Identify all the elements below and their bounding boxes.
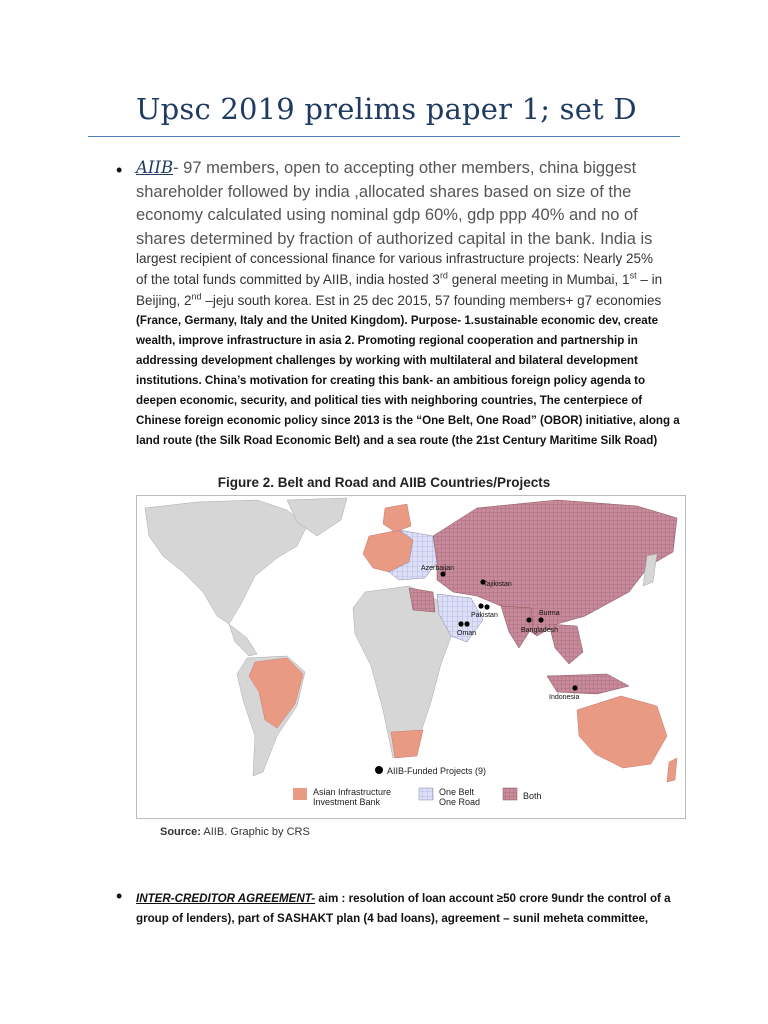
aiib-heading: AIIB [136,158,174,177]
label-pakistan: Pakistan [471,612,498,619]
label-tajikistan: Tajikistan [483,581,512,588]
north-america-land [145,500,307,624]
project-dot-azerbaijan [440,571,445,576]
page-title: Upsc 2019 prelims paper 1; set D [136,92,637,126]
project-dot-indonesia [572,685,577,690]
label-azerbaijan: Azerbaijan [421,565,455,572]
project-dot-burma [538,617,543,622]
project-dot-bangladesh [526,617,531,622]
legend-obor-swatch [419,788,433,800]
project-dot-oman-1 [458,621,463,626]
legend-obor-label-2: One Road [439,797,481,807]
aiib-details-text-4: –jeju south korea. Est in 25 dec 2015, 57 founding members+ g7 economies [201,293,662,308]
label-indonesia: Indonesia [549,694,580,701]
label-bangladesh: Bangladesh [521,627,558,634]
aiib-details-text-1: largest recipient of concessional finance for various infrastructure projects: Nearly 25% of the total funds committed by AIIB, india hosted 3 [136,251,653,287]
legend-obor-label-1: One Belt [439,787,475,797]
label-burma: Burma [539,610,560,617]
aiib-details-paragraph [136,248,666,311]
sup-rd: rd [439,270,448,281]
south-africa-aiib [391,730,423,758]
australia-both [577,696,667,768]
scandinavia-aiib [383,504,411,532]
aiib-details-text-2: general meeting in Mumbai, 1 [447,272,630,287]
source-text: AIIB. Graphic by CRS [200,826,310,838]
central-america-land [229,624,257,656]
legend-funded-label: AIIB-Funded Projects (9) [387,766,487,776]
sup-st: st [629,270,637,281]
sup-nd: nd [191,291,202,302]
aiib-details-text-3: – in Beijing, 2 [136,272,663,308]
bullet-aiib: • [116,160,123,180]
legend-funded-dot [375,766,383,774]
legend-aiib-label-2: Investment Bank [313,797,381,807]
egypt-both [409,588,435,612]
inter-creditor-text: aim : resolution of loan account ≥50 crore 9undr the control of a group of lenders), part of SASHAKT plan (4 bad loans), agreement – sunil meheta committee, [136,892,671,925]
figure-title: Figure 2. Belt and Road and AIIB Countries/Projects [217,475,551,490]
legend-aiib-label-1: Asian Infrastructure [313,787,392,797]
indonesia-both [547,674,629,694]
project-dot-pakistan-1 [478,603,483,608]
bullet-inter-creditor: • [116,886,123,906]
aiib-text-large: - 97 members, open to accepting other members, china biggest shareholder followed by india ,allocated shares based on size of the economy calculated using nominal gdp 60%, gdp ppp 40% and no of shares determined by fraction of authorized capital in the bank. India is [136,159,653,248]
figure-source [160,826,310,838]
source-label: Source: [160,826,201,838]
legend-both-swatch [503,788,517,800]
inter-creditor-paragraph [136,889,681,929]
title-underline [88,136,680,137]
project-dot-oman-2 [464,621,469,626]
world-map [137,496,685,818]
project-dot-pakistan-2 [484,604,489,609]
new-zealand-aiib [667,758,677,782]
aiib-purpose-paragraph: (France, Germany, Italy and the United Kingdom). Purpose- 1.sustainable economic dev, create wealth, improve infrastructure in asia 2. Promoting regional cooperation and partnership in addressing development challenges by working with multilateral and bilateral development institutions. China’s motivation for creating this bank- an ambitious foreign policy agenda to deepen economic, security, and political ties with neighboring countries, The centerpiece of Chinese foreign economic policy since 2013 is the “One Belt, One Road” (OBOR) initiative, along a land route (the Silk Road Economic Belt) and a sea route (the 21st Century Maritime Silk Road) [136,314,680,447]
inter-creditor-heading: INTER-CREDITOR AGREEMENT- [136,892,316,905]
legend-aiib-swatch [293,788,307,800]
label-oman: Oman [457,630,477,637]
aiib-intro-paragraph [136,156,656,251]
world-map-figure [136,495,686,819]
legend-both-label: Both [523,791,542,801]
